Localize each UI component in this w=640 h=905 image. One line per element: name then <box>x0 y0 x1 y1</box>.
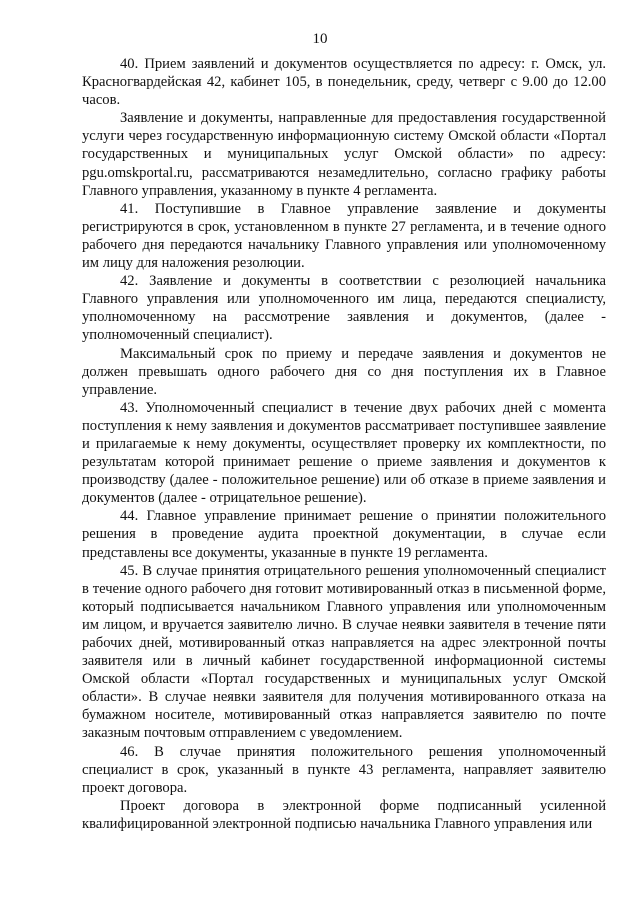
paragraph-41: 41. Поступившие в Главное управление заявление и документы регистрируются в срок, установленном в пункте 27 регламента, и в течение одного рабочего дня передаются начальнику Главного управления или уполномоченному им лицу для наложения резолюции. <box>82 200 606 272</box>
paragraph-46-continued: Проект договора в электронной форме подписанный усиленной квалифицированной электронной подписью начальника Главного управления или <box>82 797 606 832</box>
document-body <box>82 55 606 833</box>
paragraph-46: 46. В случае принятия положительного решения уполномоченный специалист в срок, указанный в пункте 43 регламента, направляет заявителю проект договора. <box>82 743 606 796</box>
paragraph-44: 44. Главное управление принимает решение о принятии положительного решения в проведение аудита проектной документации, в случае если представлены все документы, указанные в пункте 19 регламента. <box>82 508 606 561</box>
page-number: 10 <box>312 31 328 47</box>
paragraph-43: 43. Уполномоченный специалист в течение двух рабочих дней с момента поступления к нему заявления и документов рассматривает поступившее заявление и прилагаемые к нему документы, осуществляет проверку их комплектности, по результатам которой принимает решение о приеме заявления и документов к производству (далее - положительное решение) или об отказе в приеме заявления и документов (далее - отрицательное решение). <box>82 399 606 507</box>
paragraph-45: 45. В случае принятия отрицательного решения уполномоченный специалист в течение одного рабочего дня готовит мотивированный отказ в письменной форме, который подписывается начальником Главного управления или уполномоченным им лицом, и вручается заявителю лично. В случае неявки заявителя в течение пяти рабочих дней, мотивированный отказ направляется на адрес электронной почты заявителя или в личный кабинет государственной информационной системы Омской области «Портал государственных и муниципальных услуг Омской области». В случае неявки заявителя для получения мотивированного отказа на бумажном носителе, мотивированный отказ направляется заявителю по почте заказным почтовым отправлением с уведомлением. <box>82 562 606 742</box>
paragraph-42-continued: Максимальный срок по приему и передаче заявления и документов не должен превышать одного рабочего дня со дня поступления их в Главное управление. <box>82 345 606 398</box>
paragraph-40-continued: Заявление и документы, направленные для предоставления государственной услуги через государственную информационную систему Омской области «Портал государственных и муниципальных услуг Омской области» по адресу: pgu.omskportal.ru, рассматриваются незамедлительно, согласно графику работы Главного управления, указанному в пункте 4 регламента. <box>82 110 606 199</box>
paragraph-42: 42. Заявление и документы в соответствии с резолюцией начальника Главного управления или уполномоченного им лица, передаются специалисту, уполномоченному на рассмотрение заявления и документов, (далее - уполномоченный специалист). <box>82 273 606 344</box>
paragraph-40: 40. Прием заявлений и документов осуществляется по адресу: г. Омск, ул. Красногвардейская 42, кабинет 105, в понедельник, среду, четверг с 9.00 до 12.00 часов. <box>82 56 606 109</box>
